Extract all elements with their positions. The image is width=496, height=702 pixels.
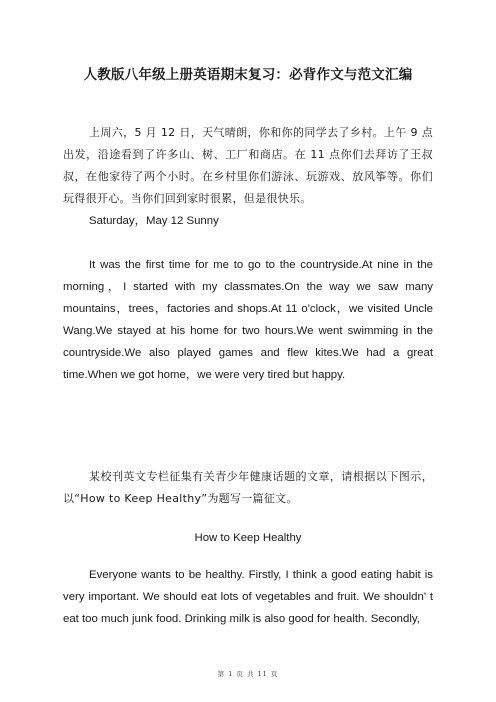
document-title: 人教版八年级上册英语期末复习：必背作文与范文汇编 (83, 67, 413, 83)
section1-prompt: 上周六，5 月 12 日，天气晴朗，你和你的同学去了乡村。上午 9 点出发，沿途看到了许多山、树、工厂和商店。在 11 点你们去拜访了王叔叔，在他家待了两个小时。在乡村里你们游泳、玩游戏、放风筝等。你们玩得很开心。当你们回到家时很累，但是很快乐。 (63, 126, 433, 205)
section2-prompt: 某校刊英文专栏征集有关青少年健康话题的文章，请根据以下图示，以“How to Keep Healthy”为题写一篇征文。 (63, 470, 433, 505)
page-footer: 第 1 页 共 11 页 (217, 670, 279, 678)
section2-essay: Everyone wants to be healthy. Firstly, I think a good eating habit is very important. We should eat lots of vegetables and fruit. We shouldn' t eat too much junk food. Drinking milk is also good for health. Secondly, (63, 569, 433, 625)
section1-essay: It was the first time for me to go to the countryside.At nine in the morning，I started with my classmates.On the way we saw many mountains，trees，factories and shops.At 11 o'clock，we visited Uncle Wang.We stayed at his home for two hours.We went swimming in the countryside.We also played games and flew kites.We had a great time.When we got home，we were very tired but happy. (63, 259, 433, 381)
section1-date-line: Saturday，May 12 Sunny (89, 215, 219, 227)
section2-essay-title: How to Keep Healthy (194, 532, 302, 544)
